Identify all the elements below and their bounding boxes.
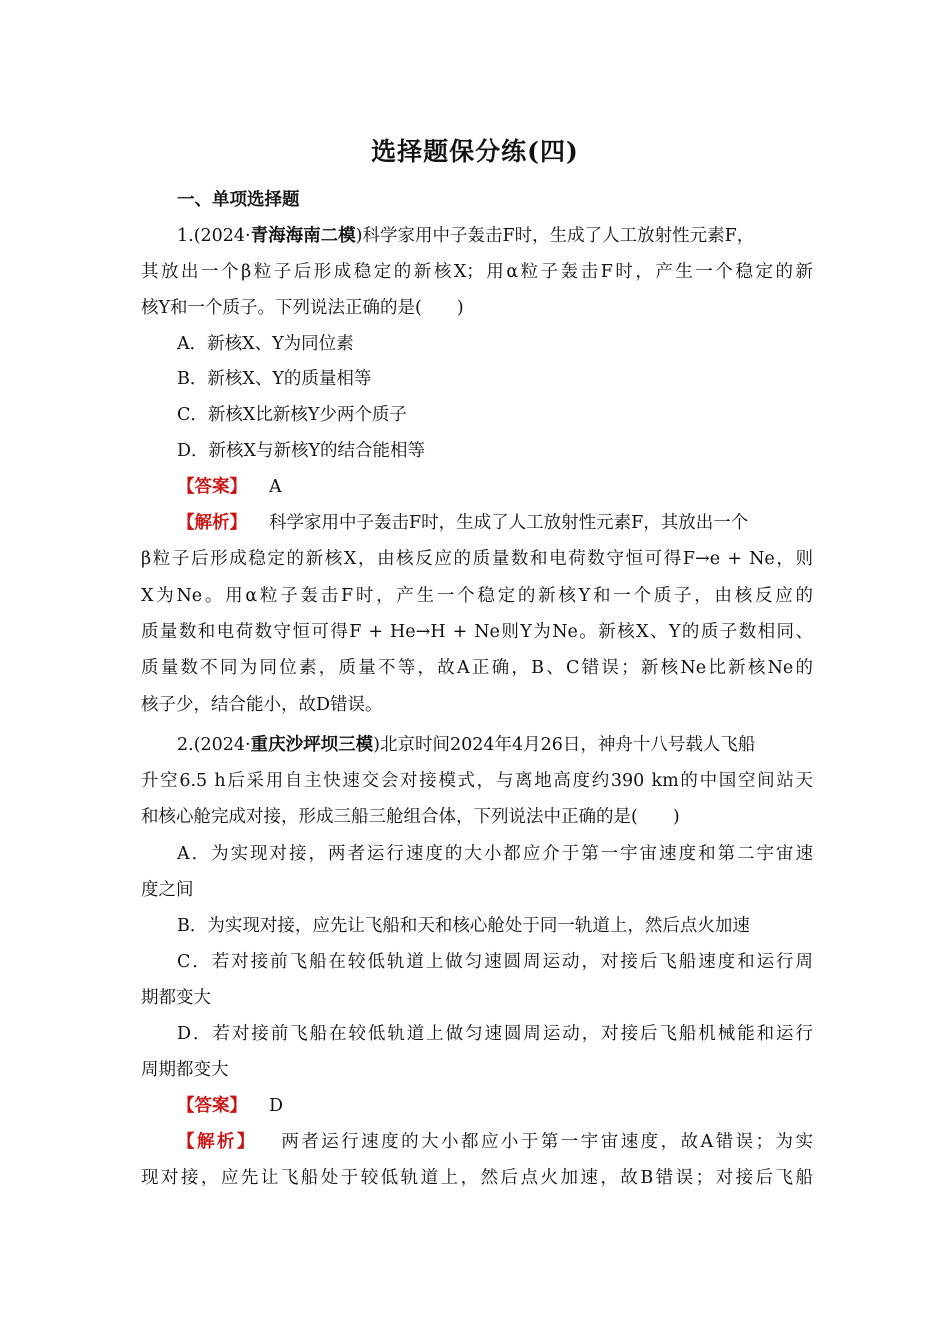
q2-option-d-line-2: 周期都变大 <box>141 1060 229 1080</box>
q2-option-b: B．为实现对接，应先让飞船和天和核心舱处于同一轨道上，然后点火加速 <box>177 916 750 936</box>
q2-option-d-line-1: D．若对接前飞船在较低轨道上做匀速圆周运动，对接后飞船机械能和运行 <box>177 1024 813 1044</box>
q2-analysis-text-1: 两者运行速度的大小都应小于第一宇宙速度，故A错误；为实 <box>278 1132 814 1152</box>
q1-source: 青海海南二模 <box>250 226 356 246</box>
q1-analysis-line-1 <box>177 511 813 535</box>
q1-stem-line-3: 核Y和一个质子。下列说法正确的是( ) <box>141 298 464 318</box>
q1-option-a: A．新核X、Y为同位素 <box>177 334 354 354</box>
q1-stem-line-2: 其放出一个β粒子后形成稳定的新核X；用α粒子轰击F时，产生一个稳定的新 <box>141 262 813 282</box>
q2-option-c-line-2: 期都变大 <box>141 988 211 1008</box>
q1-stem-line-1 <box>177 224 813 248</box>
q1-analysis-line-5: 质量数不同为同位素，质量不等，故A正确，B、C错误；新核Ne比新核Ne的 <box>141 658 813 678</box>
analysis-tag: 【解析】 <box>177 1132 257 1152</box>
q2-stem-line-2: 升空6.5 h后采用自主快速交会对接模式，与离地高度约390 km的中国空间站天 <box>141 771 813 791</box>
q2-answer-value: D <box>269 1096 284 1116</box>
q1-answer-value: A <box>269 477 282 497</box>
q1-analysis-line-2: β粒子后形成稳定的新核X，由核反应的质量数和电荷数守恒可得F→e + Ne，则 <box>141 549 813 569</box>
q1-analysis-line-4: 质量数和电荷数守恒可得F + He→H + Ne则Y为Ne。新核X、Y的质子数相同、 <box>141 622 813 642</box>
q1-option-c: C．新核X比新核Y少两个质子 <box>177 405 407 425</box>
q1-answer-line <box>177 475 813 499</box>
q2-stem-text-1: 北京时间2024年4月26日，神舟十八号载人飞船 <box>379 735 756 755</box>
section-heading: 一、单项选择题 <box>177 190 300 210</box>
q1-analysis-line-6: 核子少，结合能小，故D错误。 <box>141 695 383 715</box>
q2-option-a-line-1: A．为实现对接，两者运行速度的大小都应介于第一宇宙速度和第二宇宙速 <box>177 844 813 864</box>
q1-analysis-line-3: X为Ne。用α粒子轰击F时，产生一个稳定的新核Y和一个质子，由核反应的 <box>141 586 813 606</box>
q1-option-d: D．新核X与新核Y的结合能相等 <box>177 441 426 461</box>
q1-number: 1.(2024· <box>177 226 251 246</box>
answer-tag: 【答案】 <box>177 477 247 497</box>
q2-stem-line-1 <box>177 733 813 757</box>
answer-tag: 【答案】 <box>177 1096 247 1116</box>
page-title: 选择题保分练(四) <box>371 137 579 166</box>
q2-option-a-line-2: 度之间 <box>141 880 194 900</box>
q2-source: 重庆沙坪坝三模 <box>250 735 374 755</box>
analysis-tag: 【解析】 <box>177 513 247 533</box>
q1-option-b: B．新核X、Y的质量相等 <box>177 369 372 389</box>
q1-source-close: ) <box>355 226 363 246</box>
q1-analysis-text-1: 科学家用中子轰击F时，生成了人工放射性元素F，其放出一个 <box>269 513 749 533</box>
q2-option-c-line-1: C．若对接前飞船在较低轨道上做匀速圆周运动，对接后飞船速度和运行周 <box>177 952 813 972</box>
q2-number: 2.(2024· <box>177 735 251 755</box>
q2-analysis-line-2: 现对接，应先让飞船处于较低轨道上，然后点火加速，故B错误；对接后飞船 <box>141 1168 813 1188</box>
q2-analysis-line-1 <box>177 1130 813 1154</box>
q2-stem-line-3: 和核心舱完成对接，形成三船三舱组合体，下列说法中正确的是( ) <box>141 807 680 827</box>
q1-stem-text-1: 科学家用中子轰击F时，生成了人工放射性元素F， <box>362 226 755 246</box>
q2-answer-line <box>177 1094 813 1118</box>
q2-source-close: ) <box>373 735 380 755</box>
